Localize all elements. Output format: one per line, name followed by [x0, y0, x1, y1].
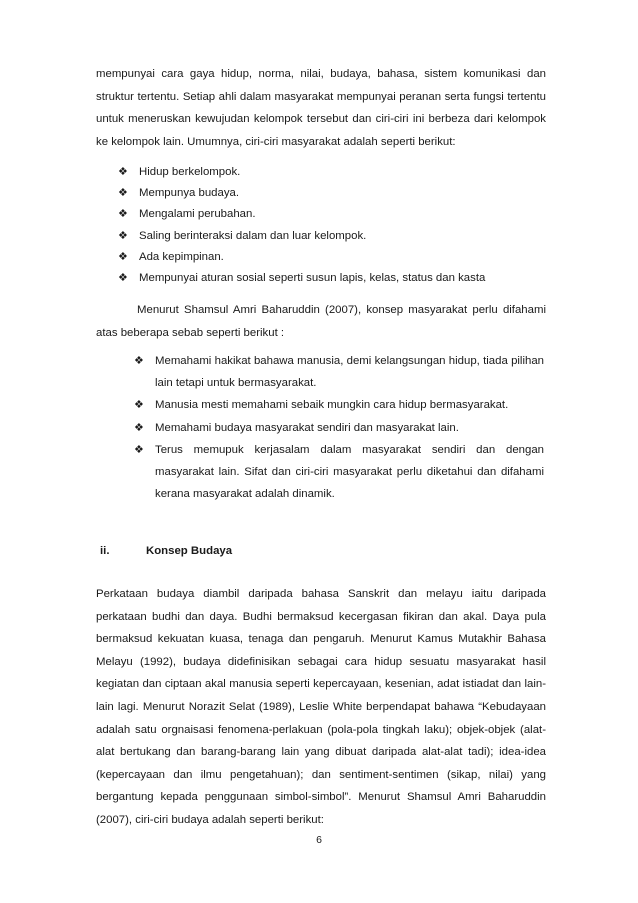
diamond-bullet-icon: ❖: [134, 355, 144, 367]
masyarakat-characteristics-list: [118, 162, 558, 289]
list-item: ❖ Manusia mesti memahami sebaik mungkin cara hidup bermasyarakat.: [134, 394, 544, 416]
list-item: ❖ Saling berinteraksi dalam dan luar kelompok.: [118, 226, 558, 247]
diamond-bullet-icon: ❖: [134, 443, 144, 456]
diamond-bullet-icon: ❖: [118, 187, 128, 200]
section-title: Konsep Budaya: [146, 545, 233, 557]
budaya-paragraph: Perkataan budaya diambil daripada bahasa Sanskrit dan melayu iaitu daripada perkataan budhi dan daya. Budhi bermaksud kecergasan fikiran dan akal. Daya pula bermaksud kekuatan kuasa, tenaga dan pengaruh. Menurut Kamus Mutakhir Bahasa Melayu (1992), budaya didefinisikan sebagai cara hidup sesuatu masyarakat hasil kegiatan dan ciptaan akal manusia seperti kepercayaan, kesenian, adat istiadat dan lain-lain lagi. Menurut Norazit Selat (1989), Leslie White berpendapat bahawa “Kebudayaan adalah satu orgnaisasi fenomena-perlakuan (pola-pola tingkah laku); objek-objek (alat-alat bertukang dan barang-barang lain yang dibuat daripada alat-alat tadi); idea-idea (kepercayaan dan ilmu pengetahuan); dan sentiment-sentimen (sikap, nilai) yang bergantung kepada penggunaan simbol-simbol”. Menurut Shamsul Amri Baharuddin (2007), ciri-ciri budaya adalah seperti berikut:: [96, 588, 546, 826]
diamond-bullet-icon: ❖: [134, 421, 144, 434]
diamond-bullet-icon: ❖: [118, 208, 128, 221]
list-item: ❖ Terus memupuk kerjasalam dalam masyarakat sendiri dan dengan masyarakat lain. Sifat dan ciri-ciri masyarakat perlu diketahui dan difahami kerana masyarakat adalah dinamik.: [134, 439, 544, 506]
diamond-bullet-icon: ❖: [118, 229, 128, 242]
diamond-bullet-icon: ❖: [134, 399, 144, 412]
list-item: ❖ Mempunya budaya.: [118, 183, 558, 204]
diamond-bullet-icon: ❖: [118, 250, 128, 263]
list-item: ❖ Memahami hakikat bahawa manusia, demi kelangsungan hidup, tiada pilihan lain tetapi untuk bermasyarakat.: [134, 350, 544, 394]
list-item: ❖ Mempunyai aturan sosial seperti susun lapis, kelas, status dan kasta: [118, 268, 558, 289]
list-item: ❖ Memahami budaya masyarakat sendiri dan masyarakat lain.: [134, 417, 544, 439]
list-item: ❖ Ada kepimpinan.: [118, 247, 558, 268]
shamsul-paragraph: Menurut Shamsul Amri Baharuddin (2007), konsep masyarakat perlu difahami atas beberapa sebab seperti berikut :: [96, 304, 546, 339]
section-number: ii.: [100, 545, 110, 557]
intro-paragraph: mempunyai cara gaya hidup, norma, nilai, budaya, bahasa, sistem komunikasi dan struktur tertentu. Setiap ahli dalam masyarakat mempunyai peranan serta fungsi tertentu untuk meneruskan kewujudan kelompok tersebut dan ciri-ciri ini berbeza dari kelompok ke kelompok lain. Umumnya, ciri-ciri masyarakat adalah seperti berikut:: [96, 68, 546, 148]
section-heading: [100, 545, 232, 557]
list-item: ❖ Mengalami perubahan.: [118, 204, 558, 225]
diamond-bullet-icon: ❖: [118, 166, 128, 178]
reasons-list: [134, 350, 544, 505]
page-number: 6: [316, 834, 322, 846]
diamond-bullet-icon: ❖: [118, 272, 128, 285]
list-item: ❖ Hidup berkelompok.: [118, 162, 558, 183]
